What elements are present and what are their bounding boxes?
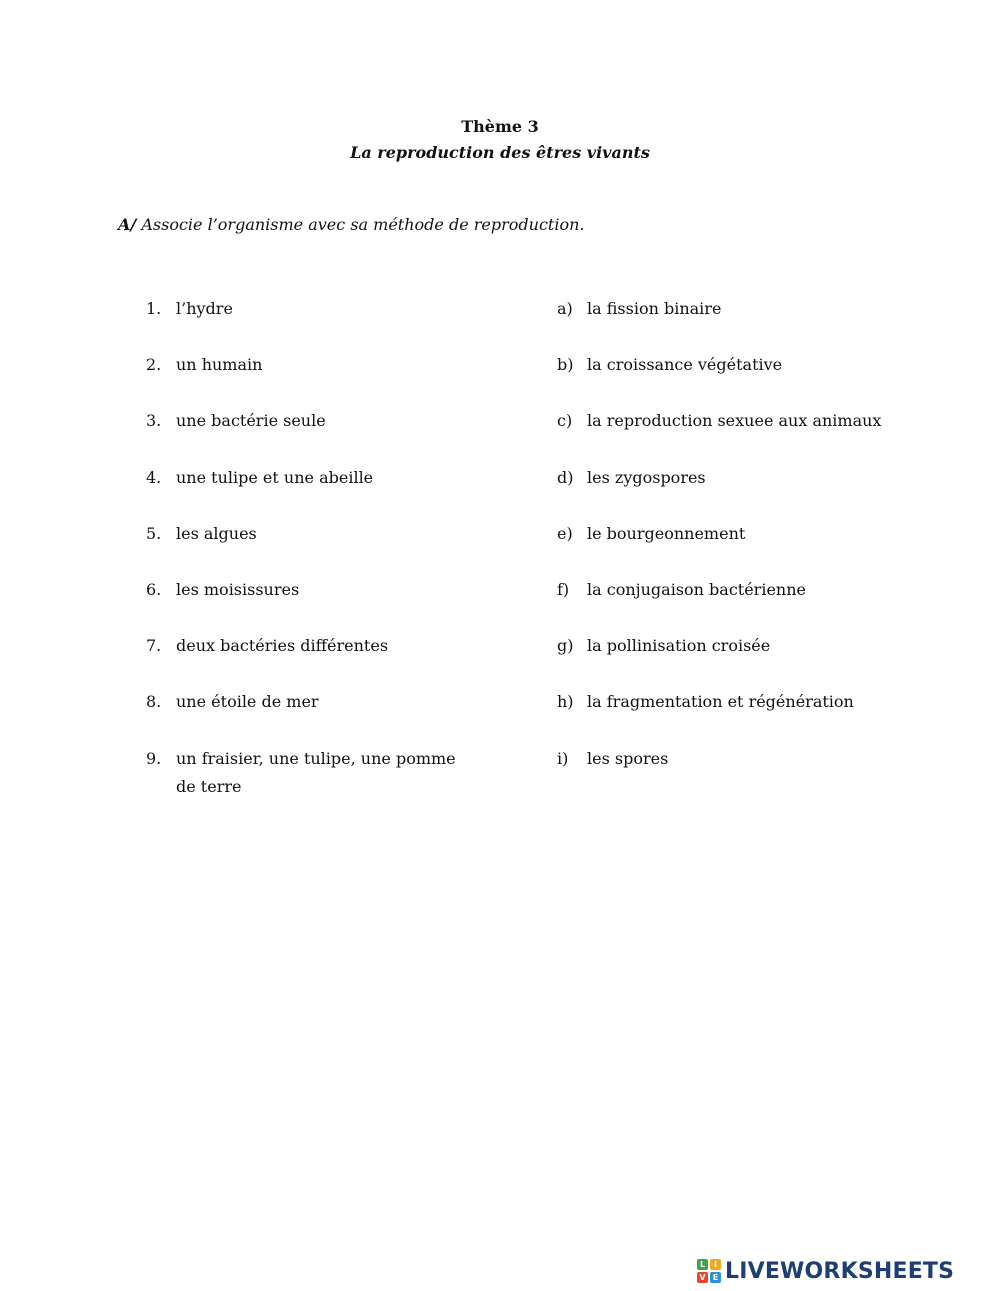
organism-item: [146, 745, 466, 801]
instruction-text: Associe l’organisme avec sa méthode de reproduction.: [136, 215, 585, 234]
logo-tile: L: [697, 1259, 708, 1270]
method-item: [557, 688, 967, 744]
organism-text: les algues: [176, 523, 257, 543]
page-title-theme: Thème 3: [461, 117, 539, 136]
method-letter: f): [557, 579, 570, 599]
organism-item: [146, 576, 466, 632]
logo-tiles-icon: [697, 1259, 721, 1283]
method-letter: g): [557, 636, 574, 656]
method-list: [557, 295, 967, 801]
organism-item: [146, 632, 466, 688]
logo-text: LIVEWORKSHEETS: [725, 1258, 955, 1284]
organism-number: 9.: [146, 748, 162, 768]
organism-text: un humain: [176, 355, 263, 375]
organism-item: [146, 464, 466, 520]
organism-item: [146, 688, 466, 744]
method-text: la fragmentation et régénération: [587, 692, 854, 712]
method-item: [557, 295, 967, 351]
instruction: [118, 215, 584, 234]
organism-number: 2.: [146, 355, 162, 375]
method-text: les zygospores: [587, 467, 706, 487]
organism-item: [146, 295, 466, 351]
method-letter: d): [557, 467, 574, 487]
method-letter: h): [557, 692, 574, 712]
organism-number: 1.: [146, 299, 162, 318]
logo-tile: V: [697, 1272, 708, 1283]
method-item: [557, 407, 967, 463]
method-text: la fission binaire: [587, 299, 722, 318]
method-letter: e): [557, 523, 573, 543]
organism-text: l’hydre: [176, 299, 233, 318]
logo-tile: I: [710, 1259, 721, 1270]
organism-number: 8.: [146, 692, 162, 712]
liveworksheets-logo: [697, 1257, 954, 1285]
organism-text: une étoile de mer: [176, 692, 319, 712]
method-text: la pollinisation croisée: [587, 636, 771, 656]
organism-item: [146, 407, 466, 463]
method-letter: b): [557, 355, 574, 375]
organism-text: une bactérie seule: [176, 411, 326, 431]
organism-number: 3.: [146, 411, 162, 431]
organism-list: [146, 295, 466, 801]
method-text: la reproduction sexuee aux animaux: [587, 411, 882, 431]
method-text: la croissance végétative: [587, 355, 783, 375]
organism-number: 5.: [146, 523, 162, 543]
method-item: [557, 351, 967, 407]
organism-item: [146, 520, 466, 576]
page-subtitle: La reproduction des êtres vivants: [350, 143, 650, 162]
organism-number: 7.: [146, 636, 162, 656]
instruction-label: A/: [118, 215, 137, 234]
method-text: les spores: [587, 748, 669, 768]
method-item: [557, 745, 967, 801]
organism-item: [146, 351, 466, 407]
method-item: [557, 520, 967, 576]
organism-text: deux bactéries différentes: [176, 636, 389, 656]
organism-text: les moisissures: [176, 579, 300, 599]
organism-text: un fraisier, une tulipe, une pomme de terre: [176, 748, 456, 796]
method-item: [557, 464, 967, 520]
method-letter: c): [557, 411, 573, 431]
method-item: [557, 632, 967, 688]
organism-number: 6.: [146, 579, 162, 599]
organism-number: 4.: [146, 467, 162, 487]
method-item: [557, 576, 967, 632]
method-text: le bourgeonnement: [587, 523, 746, 543]
logo-tile: E: [710, 1272, 721, 1283]
method-letter: a): [557, 299, 573, 318]
organism-text: une tulipe et une abeille: [176, 467, 374, 487]
method-letter: i): [557, 748, 569, 768]
method-text: la conjugaison bactérienne: [587, 579, 806, 599]
